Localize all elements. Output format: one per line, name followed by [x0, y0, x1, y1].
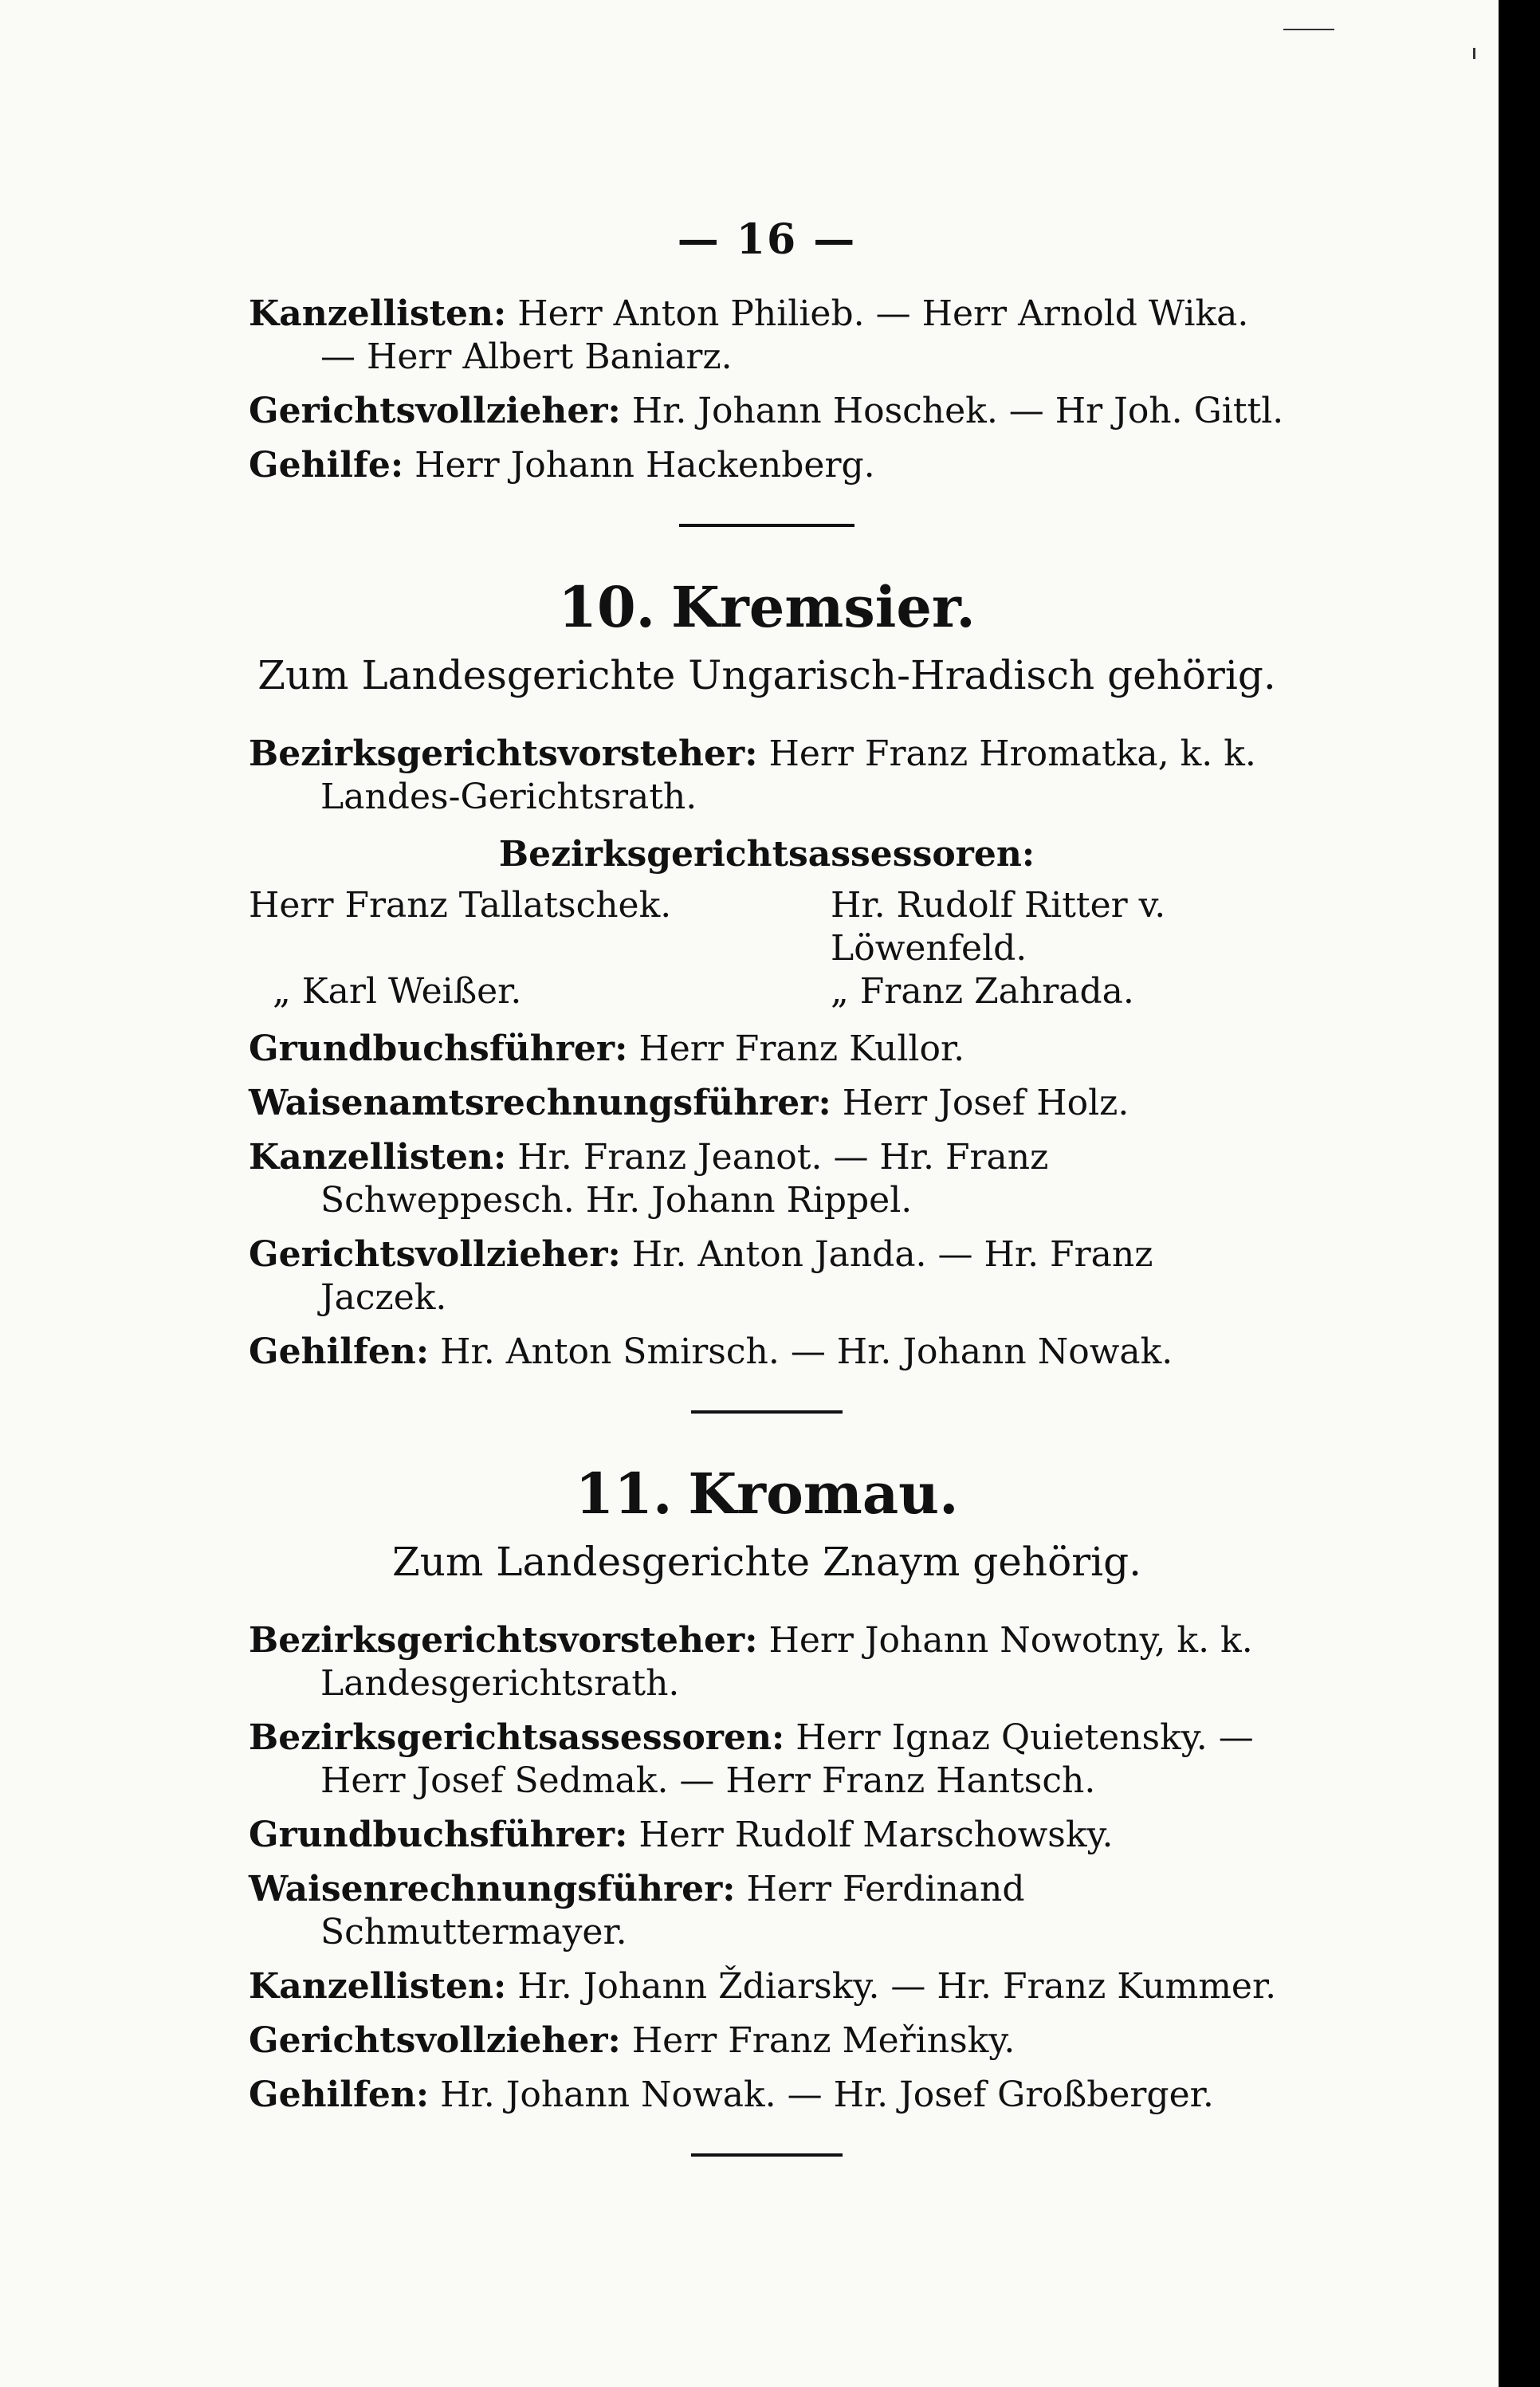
entry-text: Hr. Anton Janda. — Hr. Franz Jaczek.	[320, 1234, 1153, 1318]
entry-gerichtsvollzieher	[249, 390, 1285, 433]
entry-assessoren	[249, 1717, 1285, 1803]
entry-vorsteher	[249, 733, 1285, 819]
entry-label: Gehilfe:	[249, 445, 404, 486]
entry-grundbuchsfuehrer	[249, 1814, 1285, 1857]
section-divider	[679, 524, 854, 527]
entry-grundbuchsfuehrer	[249, 1028, 1285, 1071]
entry-text: Hr. Johann Nowak. — Hr. Josef Großberger.	[440, 2074, 1214, 2115]
entry-text: Herr Ignaz Quietensky. — Herr Josef Sedmak. — Herr Franz Hantsch.	[320, 1717, 1254, 1801]
section-subtitle: Zum Landesgerichte Ungarisch-Hradisch gehörig.	[257, 652, 1276, 698]
section-title	[249, 573, 1285, 642]
entry-text: Herr Ferdinand Schmuttermayer.	[320, 1869, 1025, 1952]
entry-text: Herr Johann Hackenberg.	[414, 445, 875, 486]
closing-rule	[691, 2153, 843, 2157]
entry-label: Kanzellisten:	[249, 1137, 507, 1178]
section-number: 10.	[558, 574, 656, 640]
entry-label: Bezirksgerichtsassessoren:	[249, 1717, 785, 1758]
entry-text: Herr Josef Holz.	[842, 1083, 1129, 1123]
entry-label: Gehilfen:	[249, 2074, 430, 2115]
entry-gehilfe	[249, 444, 1285, 487]
assessor-name: „ Karl Weißer.	[273, 971, 522, 1012]
entry-gerichtsvollzieher	[249, 1233, 1285, 1319]
entry-kanzellisten	[249, 1965, 1285, 2008]
entry-label: Bezirksgerichtsvorsteher:	[249, 733, 758, 774]
entry-text: Herr Anton Philieb. — Herr Arnold Wika. — Herr Albert Baniarz.	[320, 293, 1249, 377]
section-name: Kromau.	[688, 1461, 959, 1527]
assessoren-list	[249, 884, 1285, 1013]
scan-edge-mark	[1283, 29, 1334, 30]
section-kremsier	[249, 573, 1285, 1374]
section-subtitle: Zum Landesgerichte Znaym gehörig.	[392, 1539, 1141, 1585]
entry-label: Gerichtsvollzieher:	[249, 1234, 621, 1275]
entry-label: Grundbuchsführer:	[249, 1028, 628, 1069]
entry-text: Hr. Franz Jeanot. — Hr. Franz Schweppesch. Hr. Johann Rippel.	[320, 1137, 1049, 1221]
entry-waisenrechnungsfuehrer	[249, 1868, 1285, 1954]
assessor-name: Herr Franz Tallatschek.	[249, 885, 672, 926]
entry-text: Hr. Johann Hoschek. — Hr Joh. Gittl.	[631, 391, 1284, 431]
entry-text: Herr Franz Meřinsky.	[631, 2020, 1016, 2061]
section-title	[249, 1460, 1285, 1528]
assessor-name: Hr. Rudolf Ritter v. Löwenfeld.	[831, 885, 1166, 969]
assessor-name: „ Franz Zahrada.	[831, 971, 1134, 1012]
entry-label: Bezirksgerichtsvorsteher:	[249, 1620, 758, 1661]
entry-gerichtsvollzieher	[249, 2019, 1285, 2063]
page-number: — 16 —	[677, 215, 857, 264]
entry-gehilfen	[249, 1331, 1285, 1374]
entry-kanzellisten	[249, 1136, 1285, 1222]
entry-label: Kanzellisten:	[249, 1966, 507, 2007]
entry-label: Gehilfen:	[249, 1331, 430, 1372]
entry-label: Waisenamtsrechnungsführer:	[249, 1083, 831, 1123]
entry-label: Gerichtsvollzieher:	[249, 2020, 621, 2061]
entry-label: Gerichtsvollzieher:	[249, 391, 621, 431]
entry-gehilfen	[249, 2074, 1285, 2117]
section-name: Kremsier.	[671, 574, 976, 640]
entry-text: Hr. Johann Ždiarsky. — Hr. Franz Kummer.	[517, 1966, 1277, 2007]
section-kromau	[249, 1460, 1285, 2117]
entry-vorsteher	[249, 1619, 1285, 1705]
entry-waisenamtsrechnungsfuehrer	[249, 1082, 1285, 1125]
entry-kanzellisten	[249, 293, 1285, 379]
entry-label: Grundbuchsführer:	[249, 1815, 628, 1855]
entry-text: Herr Franz Kullor.	[638, 1028, 965, 1069]
entry-label: Kanzellisten:	[249, 293, 507, 334]
top-block	[249, 293, 1285, 487]
entry-label: Waisenrechnungsführer:	[249, 1869, 736, 1909]
section-divider	[691, 1410, 843, 1414]
entry-text: Herr Franz Hromatka, k. k. Landes-Gerichtsrath.	[320, 733, 1256, 817]
section-number: 11.	[575, 1461, 673, 1527]
page-content	[249, 215, 1285, 2203]
scan-edge-mark	[1473, 48, 1475, 59]
assessoren-heading: Bezirksgerichtsassessoren:	[498, 834, 1035, 875]
entry-text: Herr Johann Nowotny, k. k. Landesgerichtsrath.	[320, 1620, 1253, 1704]
entry-text: Hr. Anton Smirsch. — Hr. Johann Nowak.	[440, 1331, 1173, 1372]
entry-text: Herr Rudolf Marschowsky.	[638, 1815, 1114, 1855]
